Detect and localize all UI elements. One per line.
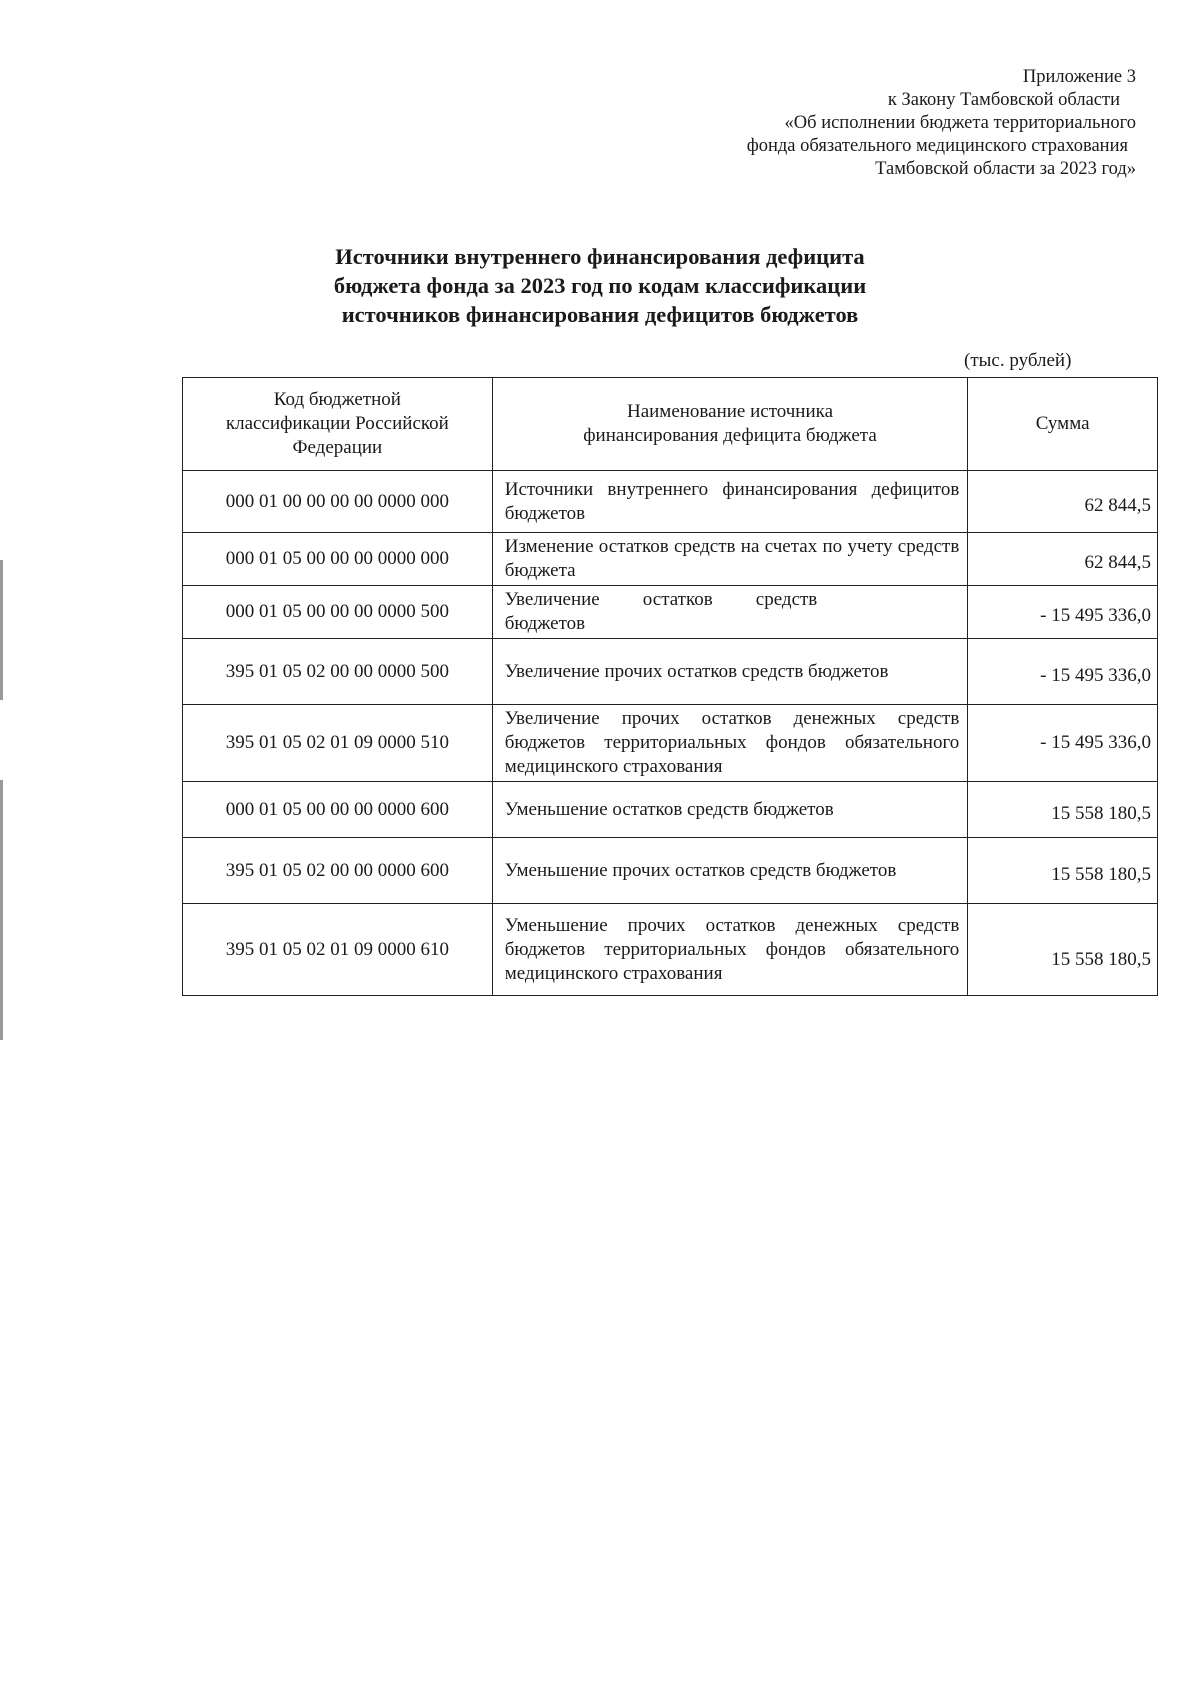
row-code: 395 01 05 02 00 00 0000 500 <box>183 639 493 705</box>
row-name: Уменьшение остатков средств бюджетов <box>492 782 968 838</box>
row-sum: 15 558 180,5 <box>968 904 1158 996</box>
document-title-line: источников финансирования дефицитов бюджетов <box>341 302 859 327</box>
header-sum: Сумма <box>968 378 1158 471</box>
header-code: Код бюджетной классификации Российской Федерации <box>183 378 493 471</box>
appendix-header-line: Приложение 3 <box>1022 67 1136 87</box>
appendix-header <box>656 66 1136 181</box>
row-code: 000 01 05 00 00 00 0000 500 <box>183 586 493 639</box>
row-sum: 62 844,5 <box>968 533 1158 586</box>
table-row <box>183 705 1158 782</box>
row-name: Изменение остатков средств на счетах по учету средств бюджета <box>492 533 968 586</box>
row-name: Увеличение остатков средств бюджетов <box>492 586 968 639</box>
appendix-header-line: Тамбовской области за 2023 год» <box>875 159 1136 179</box>
row-name: Увеличение прочих остатков средств бюджетов <box>492 639 968 705</box>
row-sum: 15 558 180,5 <box>968 838 1158 904</box>
table-row <box>183 533 1158 586</box>
header-name: Наименование источника финансирования дефицита бюджета <box>492 378 968 471</box>
row-code: 395 01 05 02 01 09 0000 510 <box>183 705 493 782</box>
table-row <box>183 639 1158 705</box>
row-sum: - 15 495 336,0 <box>968 639 1158 705</box>
units-label: (тыс. рублей) <box>964 350 1072 371</box>
row-name: Уменьшение прочих остатков денежных средств бюджетов территориальных фондов обязательного медицинского страхования <box>492 904 968 996</box>
row-sum: - 15 495 336,0 <box>968 586 1158 639</box>
appendix-header-line: фонда обязательного медицинского страхования <box>746 136 1128 156</box>
table-header-row <box>183 378 1158 471</box>
document-title <box>250 242 950 329</box>
row-code: 000 01 05 00 00 00 0000 000 <box>183 533 493 586</box>
row-code: 395 01 05 02 01 09 0000 610 <box>183 904 493 996</box>
row-code: 000 01 05 00 00 00 0000 600 <box>183 782 493 838</box>
row-name: Уменьшение прочих остатков средств бюджетов <box>492 838 968 904</box>
table-row <box>183 904 1158 996</box>
row-sum: 62 844,5 <box>968 471 1158 533</box>
row-name: Источники внутреннего финансирования дефицитов бюджетов <box>492 471 968 533</box>
row-name: Увеличение прочих остатков денежных средств бюджетов территориальных фондов обязательного медицинского страхования <box>492 705 968 782</box>
row-code: 000 01 00 00 00 00 0000 000 <box>183 471 493 533</box>
table-row <box>183 782 1158 838</box>
row-code: 395 01 05 02 00 00 0000 600 <box>183 838 493 904</box>
row-sum: - 15 495 336,0 <box>968 705 1158 782</box>
table-row <box>183 471 1158 533</box>
table-row <box>183 838 1158 904</box>
appendix-header-line: «Об исполнении бюджета территориального <box>784 113 1136 133</box>
scan-edge-artifact <box>0 560 3 700</box>
document-title-line: бюджета фонда за 2023 год по кодам классификации <box>333 273 867 298</box>
scan-edge-artifact <box>0 780 3 1040</box>
table-row <box>183 586 1158 639</box>
row-sum: 15 558 180,5 <box>968 782 1158 838</box>
document-title-line: Источники внутреннего финансирования дефицита <box>335 244 865 269</box>
financing-sources-table <box>182 377 1158 996</box>
appendix-header-line: к Закону Тамбовской области <box>887 90 1120 110</box>
